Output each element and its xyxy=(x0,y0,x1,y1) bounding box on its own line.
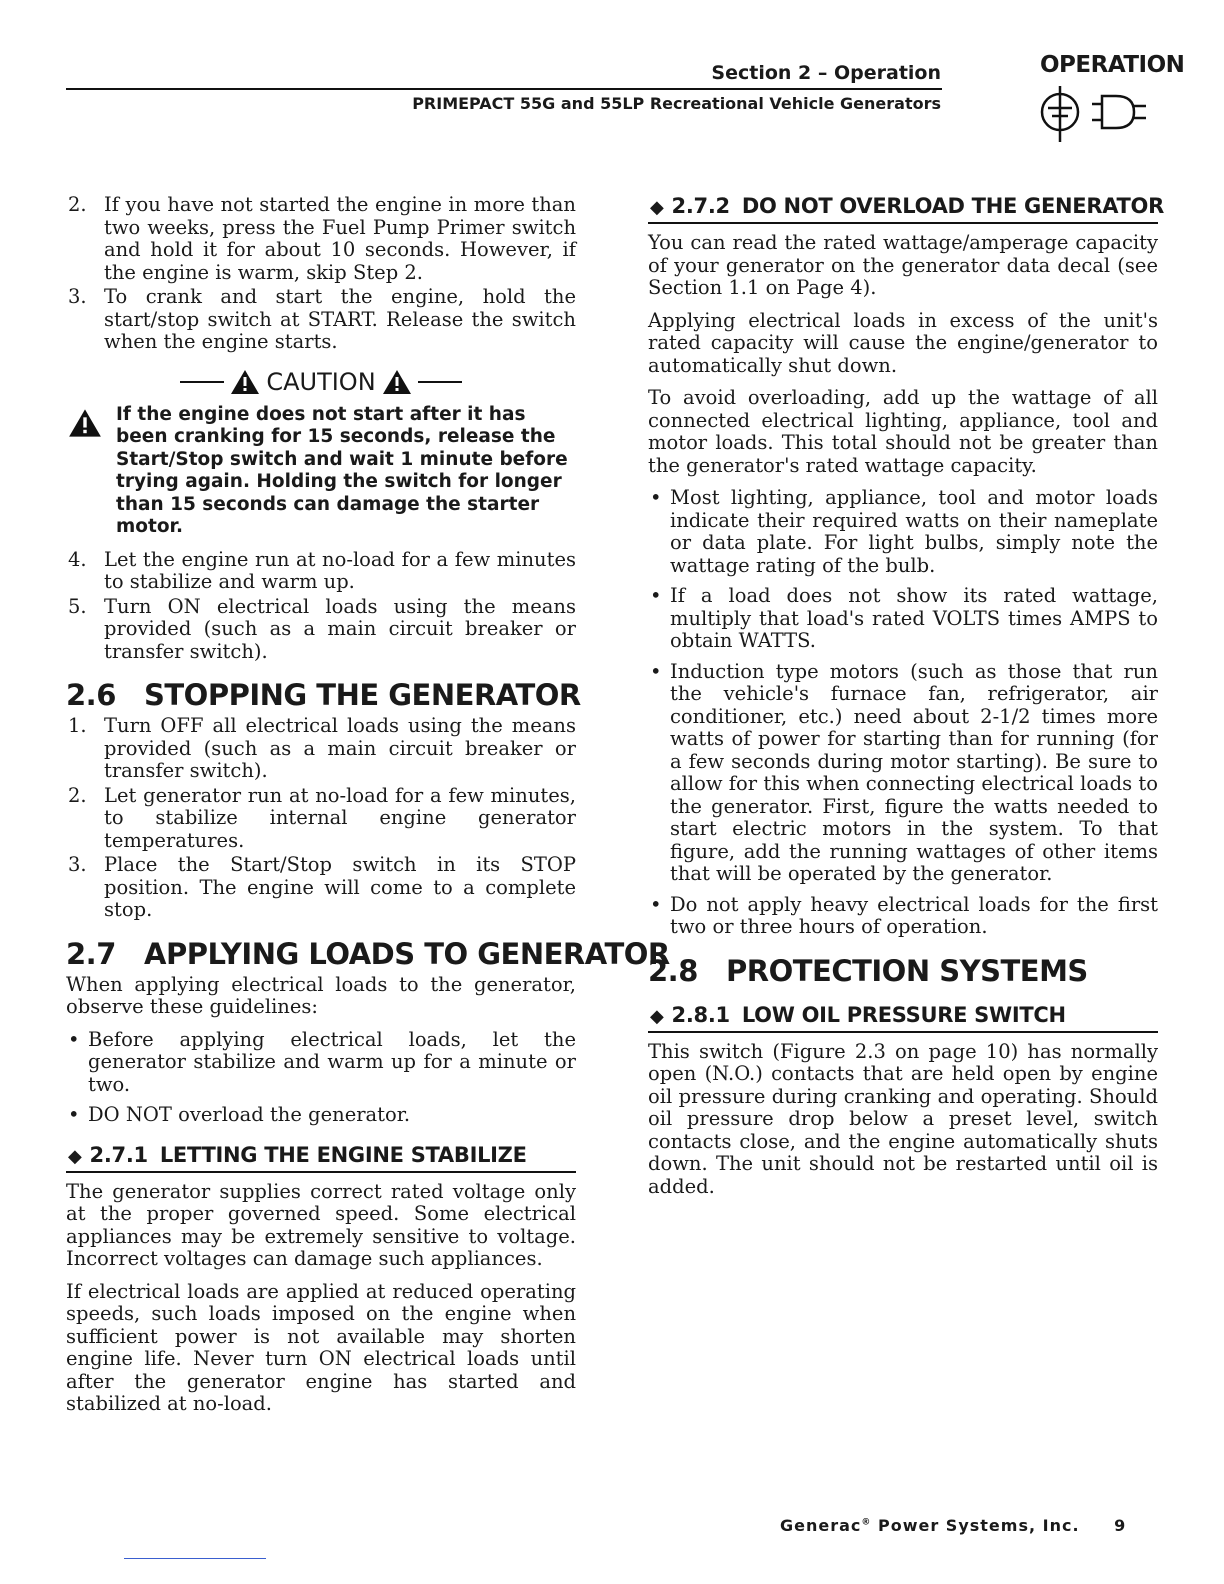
heading-stopping-generator: 2.6 STOPPING THE GENERATOR xyxy=(66,678,581,712)
list-item: 1. Turn OFF all electrical loads using the means provided (such as a main circuit breaker or transfer switch). xyxy=(68,714,576,782)
list-item: 4. Let the engine run at no-load for a few minutes to stabilize and warm up. xyxy=(68,547,576,593)
list-item: 3. To crank and start the engine, hold the start/stop switch at START. Release the switch when the engine starts. xyxy=(68,285,576,353)
list-item: 2. If you have not started the engine in more than two weeks, press the Fuel Pump Primer switch and hold it for about 10 seconds. However, if the engine is warm, skip Step 2. xyxy=(68,193,576,284)
caution-label: CAUTION xyxy=(266,367,376,396)
warning-icon xyxy=(68,408,102,438)
list-item: 2. Let generator run at no-load for a few minutes, to stabilize internal engine generator temperatures. xyxy=(68,783,576,852)
warning-icon xyxy=(230,369,260,395)
stop-steps-list xyxy=(66,715,576,922)
product-title: PRIMEPACT 55G and 55LP Recreational Vehicle Generators xyxy=(412,94,941,113)
warning-icon xyxy=(382,369,412,395)
heading-do-not-overload: ◆ 2.7.2 DO NOT OVERLOAD THE GENERATOR xyxy=(648,194,1158,224)
caution-text: If the engine does not start after it has been cranking for 15 seconds, release the Start/Stop switch and wait 1 minute before trying again. Holding the switch for longer than 15 seconds can damage the starter motor. xyxy=(66,404,576,539)
left-column xyxy=(66,193,670,1426)
generator-operation-icon xyxy=(1036,84,1160,152)
section-title: Section 2 – Operation xyxy=(711,62,941,84)
overload-bullets xyxy=(648,487,1158,939)
list-item: • If a load does not show its rated wattage, multiply that load's rated VOLTS times AMPS to obtain WATTS. xyxy=(650,584,1158,652)
heading-protection-systems: 2.8 PROTECTION SYSTEMS xyxy=(648,953,1088,988)
company-name: Generac xyxy=(780,1516,862,1535)
scan-line xyxy=(124,1558,266,1559)
right-column xyxy=(648,194,1164,1208)
applying-loads-intro: When applying electrical loads to the generator, observe these guidelines: xyxy=(66,972,576,1018)
overload-paragraph-3: To avoid overloading, add up the wattage of all connected electrical lighting, appliance, tool and motor loads. This total should not be greater than the generator's rated wattage capacity. xyxy=(648,386,1158,477)
applying-loads-bullets xyxy=(66,1029,576,1127)
page-footer: Generac® Power Systems, Inc. 9 xyxy=(780,1516,1127,1535)
heading-low-oil-pressure: ◆ 2.8.1 LOW OIL PRESSURE SWITCH xyxy=(648,1003,1158,1033)
heading-applying-loads: 2.7 APPLYING LOADS TO GENERATOR xyxy=(66,936,670,971)
list-item: • Induction type motors (such as those that run the vehicle's furnace fan, refrigerator, air conditioner, etc.) need about 2-1/2 times more watts of power for starting than for running (for a few seconds during motor starting). Be sure to allow for this when connecting electrical loads to the generator. First, figure the watts needed to start electric motors in the system. To that figure, add the running wattages of other items that will be operated by the generator. xyxy=(650,659,1158,885)
list-item: 3. Place the Start/Stop switch in its STOP position. The engine will come to a complete stop. xyxy=(68,853,576,921)
list-item: 5. Turn ON electrical loads using the means provided (such as a main circuit breaker or transfer switch). xyxy=(68,594,576,663)
heading-engine-stabilize: ◆ 2.7.1 LETTING THE ENGINE STABILIZE xyxy=(66,1143,576,1173)
page-number: 9 xyxy=(1114,1516,1127,1535)
stabilize-paragraph-2: If electrical loads are applied at reduced operating speeds, such loads imposed on the engine when sufficient power is not available may shorten engine life. Never turn ON electrical loads until after the generator engine has started and stabilized at no-load. xyxy=(66,1279,576,1415)
list-item: • Most lighting, appliance, tool and motor loads indicate their required watts on their nameplate or data plate. For light bulbs, simply note the wattage rating of the bulb. xyxy=(650,486,1158,577)
list-item: • Before applying electrical loads, let the generator stabilize and warm up for a minute or two. xyxy=(68,1027,576,1096)
stabilize-paragraph-1: The generator supplies correct rated voltage only at the proper governed speed. Some electrical appliances may be extremely sensitive to voltage. Incorrect voltages can damage such appliances. xyxy=(66,1179,576,1270)
list-item: • Do not apply heavy electrical loads for the first two or three hours of operation. xyxy=(650,892,1158,938)
caution-heading xyxy=(66,368,576,396)
start-steps-list xyxy=(66,194,576,354)
list-item: • DO NOT overload the generator. xyxy=(68,1103,411,1126)
overload-paragraph-2: Applying electrical loads in excess of the unit's rated capacity will cause the engine/generator to automatically shut down. xyxy=(648,308,1158,377)
low-oil-paragraph: This switch (Figure 2.3 on page 10) has normally open (N.O.) contacts that are held open by engine oil pressure during cranking and operating. Should oil pressure drop below a preset level, switch contacts close, and the engine automatically shuts down. The unit should not be restarted until oil is added. xyxy=(648,1039,1158,1198)
overload-paragraph-1: You can read the rated wattage/amperage capacity of your generator on the generator data decal (see Section 1.1 on Page 4). xyxy=(648,231,1158,299)
header-rule xyxy=(66,88,942,90)
operation-tab: OPERATION xyxy=(1040,52,1185,78)
start-steps-list-continued xyxy=(66,549,576,664)
